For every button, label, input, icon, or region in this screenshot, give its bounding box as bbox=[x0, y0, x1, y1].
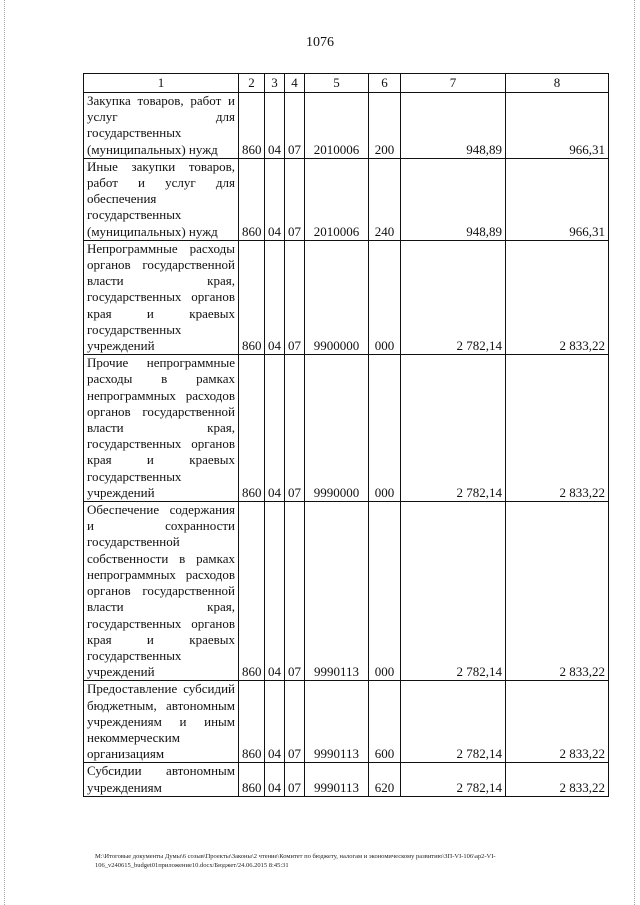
amount-year1-cell: 2 782,14 bbox=[401, 240, 506, 354]
amount-year2-cell: 2 833,22 bbox=[506, 502, 609, 681]
table-row bbox=[84, 681, 609, 763]
amount-year1-cell: 2 782,14 bbox=[401, 502, 506, 681]
subsection-cell: 07 bbox=[285, 93, 305, 159]
table-row bbox=[84, 240, 609, 354]
amount-year2-cell: 2 833,22 bbox=[506, 681, 609, 763]
expense-type-cell: 000 bbox=[369, 502, 401, 681]
section-cell: 04 bbox=[265, 681, 285, 763]
column-header: 5 bbox=[305, 74, 369, 93]
ministry-code-cell: 860 bbox=[239, 240, 265, 354]
target-article-cell: 9990000 bbox=[305, 355, 369, 502]
expense-type-cell: 000 bbox=[369, 240, 401, 354]
table-row bbox=[84, 355, 609, 502]
row-name-cell: Прочие непрограммные расходы в рамках непрограммных расходов органов государственной власти края, государственных органов края и краевых государственных учреждений bbox=[84, 355, 239, 502]
expense-type-cell: 240 bbox=[369, 158, 401, 240]
table-row bbox=[84, 158, 609, 240]
scan-margin-left bbox=[4, 0, 5, 905]
table-row bbox=[84, 93, 609, 159]
target-article-cell: 2010006 bbox=[305, 158, 369, 240]
ministry-code-cell: 860 bbox=[239, 158, 265, 240]
ministry-code-cell: 860 bbox=[239, 355, 265, 502]
section-cell: 04 bbox=[265, 355, 285, 502]
ministry-code-cell: 860 bbox=[239, 681, 265, 763]
amount-year2-cell: 2 833,22 bbox=[506, 355, 609, 502]
amount-year1-cell: 2 782,14 bbox=[401, 355, 506, 502]
row-name-cell: Непрограммные расходы органов государственной власти края, государственных органов края и краевых государственных учреждений bbox=[84, 240, 239, 354]
section-cell: 04 bbox=[265, 240, 285, 354]
target-article-cell: 9990113 bbox=[305, 763, 369, 796]
amount-year2-cell: 2 833,22 bbox=[506, 763, 609, 796]
amount-year1-cell: 948,89 bbox=[401, 93, 506, 159]
amount-year1-cell: 2 782,14 bbox=[401, 681, 506, 763]
section-cell: 04 bbox=[265, 763, 285, 796]
target-article-cell: 9990113 bbox=[305, 681, 369, 763]
column-header: 4 bbox=[285, 74, 305, 93]
subsection-cell: 07 bbox=[285, 355, 305, 502]
ministry-code-cell: 860 bbox=[239, 502, 265, 681]
amount-year2-cell: 966,31 bbox=[506, 158, 609, 240]
column-header: 7 bbox=[401, 74, 506, 93]
subsection-cell: 07 bbox=[285, 240, 305, 354]
row-name-cell: Закупка товаров, работ и услуг для государственных (муниципальных) нужд bbox=[84, 93, 239, 159]
amount-year2-cell: 2 833,22 bbox=[506, 240, 609, 354]
section-cell: 04 bbox=[265, 502, 285, 681]
section-cell: 04 bbox=[265, 158, 285, 240]
amount-year2-cell: 966,31 bbox=[506, 93, 609, 159]
ministry-code-cell: 860 bbox=[239, 93, 265, 159]
column-header: 1 bbox=[84, 74, 239, 93]
scan-margin-right bbox=[634, 0, 635, 905]
row-name-cell: Обеспечение содержания и сохранности государственной собственности в рамках непрограммных расходов органов государственной власти края, государственных органов края и краевых государственных учреждений bbox=[84, 502, 239, 681]
column-header: 3 bbox=[265, 74, 285, 93]
expense-type-cell: 620 bbox=[369, 763, 401, 796]
expense-type-cell: 200 bbox=[369, 93, 401, 159]
table-row bbox=[84, 763, 609, 796]
table-row bbox=[84, 502, 609, 681]
row-name-cell: Предоставление субсидий бюджетным, автономным учреждениям и иным некоммерческим организациям bbox=[84, 681, 239, 763]
subsection-cell: 07 bbox=[285, 681, 305, 763]
row-name-cell: Иные закупки товаров, работ и услуг для обеспечения государственных (муниципальных) нужд bbox=[84, 158, 239, 240]
amount-year1-cell: 2 782,14 bbox=[401, 763, 506, 796]
target-article-cell: 2010006 bbox=[305, 93, 369, 159]
subsection-cell: 07 bbox=[285, 158, 305, 240]
page-number: 1076 bbox=[306, 35, 334, 50]
document-path-footer: M:\Итоговые документы Думы\6 созыв\Проекты\Законы\2 чтение\Комитет по бюджету, налогам и экономическому развитию\ЗП-VI-106\ар2-VI-106_v240615_budget01приложение10.docx/Бюджет/24.06.2015 8:45:31 bbox=[95, 853, 496, 869]
amount-year1-cell: 948,89 bbox=[401, 158, 506, 240]
expense-type-cell: 600 bbox=[369, 681, 401, 763]
budget-table bbox=[83, 73, 609, 797]
row-name-cell: Субсидии автономным учреждениям bbox=[84, 763, 239, 796]
section-cell: 04 bbox=[265, 93, 285, 159]
expense-type-cell: 000 bbox=[369, 355, 401, 502]
table-header-row bbox=[84, 74, 609, 93]
subsection-cell: 07 bbox=[285, 763, 305, 796]
column-header: 2 bbox=[239, 74, 265, 93]
target-article-cell: 9990113 bbox=[305, 502, 369, 681]
column-header: 8 bbox=[506, 74, 609, 93]
ministry-code-cell: 860 bbox=[239, 763, 265, 796]
subsection-cell: 07 bbox=[285, 502, 305, 681]
target-article-cell: 9900000 bbox=[305, 240, 369, 354]
column-header: 6 bbox=[369, 74, 401, 93]
